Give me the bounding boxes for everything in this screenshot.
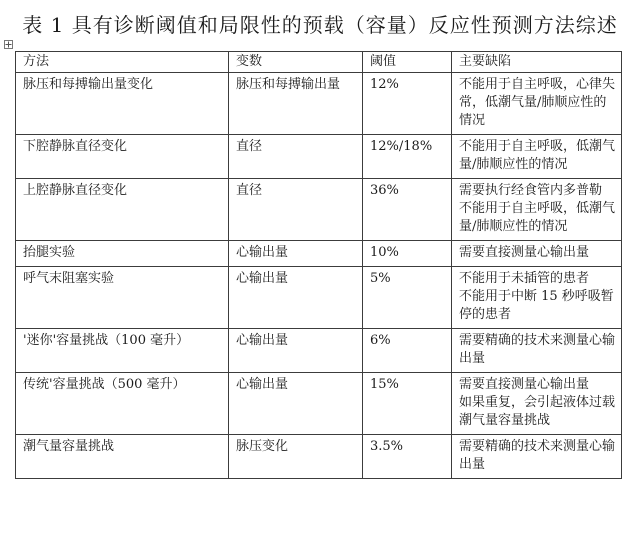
table-row: [16, 435, 622, 479]
table-row: [16, 179, 622, 241]
table-row: [16, 329, 622, 373]
cell-method: 潮气量容量挑战: [16, 435, 229, 479]
cell-method: 脉压和每搏输出量变化: [16, 73, 229, 135]
cell-threshold: 6%: [363, 329, 452, 373]
cell-method: 呼气末阻塞实验: [16, 267, 229, 329]
cell-threshold: 36%: [363, 179, 452, 241]
table-row: [16, 135, 622, 179]
cell-defects: [452, 73, 622, 135]
expand-table-icon[interactable]: [4, 40, 13, 49]
cell-variable: 脉压和每搏输出量: [229, 73, 363, 135]
header-variable: 变数: [229, 52, 363, 73]
cell-defects: [452, 267, 622, 329]
table-row: [16, 73, 622, 135]
cell-variable: 心输出量: [229, 329, 363, 373]
cell-threshold: 5%: [363, 267, 452, 329]
defect-line: 需要精确的技术来测量心输出量: [459, 333, 616, 366]
cell-threshold: 3.5%: [363, 435, 452, 479]
table-caption: 表 1 具有诊断阈值和局限性的预载（容量）反应性预测方法综述: [22, 13, 618, 37]
defect-line: 需要直接测量心输出量: [459, 377, 590, 392]
defect-line: 不能用于自主呼吸，低潮气量/肺顺应性的情况: [459, 139, 616, 172]
cell-threshold: 12%/18%: [363, 135, 452, 179]
cell-defects: [452, 329, 622, 373]
defect-line: 不能用于未插管的患者: [459, 271, 590, 286]
header-defects: 主要缺陷: [452, 52, 622, 73]
cell-variable: 心输出量: [229, 373, 363, 435]
table-row: [16, 267, 622, 329]
cell-defects: [452, 135, 622, 179]
cell-variable: 心输出量: [229, 241, 363, 267]
cell-defects: [452, 179, 622, 241]
method-table: [15, 51, 622, 479]
cell-variable: 心输出量: [229, 267, 363, 329]
defect-line: 需要执行经食管内多普勒: [459, 183, 603, 198]
cell-method: 传统'容量挑战（500 毫升）: [16, 373, 229, 435]
defect-line: 不能用于自主呼吸，心律失常，低潮气量/肺顺应性的情况: [459, 77, 616, 128]
defect-line: 需要直接测量心输出量: [459, 245, 590, 260]
header-method: 方法: [16, 52, 229, 73]
table-row: [16, 373, 622, 435]
header-threshold: 阈值: [363, 52, 452, 73]
defect-line: 需要精确的技术来测量心输出量: [459, 439, 616, 472]
cell-defects: [452, 373, 622, 435]
cell-threshold: 15%: [363, 373, 452, 435]
cell-threshold: 10%: [363, 241, 452, 267]
cell-variable: 直径: [229, 135, 363, 179]
defect-line: 不能用于中断 15 秒呼吸暂停的患者: [459, 289, 614, 322]
cell-method: '迷你'容量挑战（100 毫升）: [16, 329, 229, 373]
defect-line: 如果重复，会引起液体过载潮气量容量挑战: [459, 395, 616, 428]
cell-method: 下腔静脉直径变化: [16, 135, 229, 179]
table-row: [16, 241, 622, 267]
table-header-row: [16, 52, 622, 73]
cell-variable: 脉压变化: [229, 435, 363, 479]
defect-line: 不能用于自主呼吸，低潮气量/肺顺应性的情况: [459, 201, 616, 234]
cell-defects: [452, 435, 622, 479]
cell-defects: [452, 241, 622, 267]
cell-method: 上腔静脉直径变化: [16, 179, 229, 241]
cell-variable: 直径: [229, 179, 363, 241]
cell-threshold: 12%: [363, 73, 452, 135]
cell-method: 抬腿实验: [16, 241, 229, 267]
